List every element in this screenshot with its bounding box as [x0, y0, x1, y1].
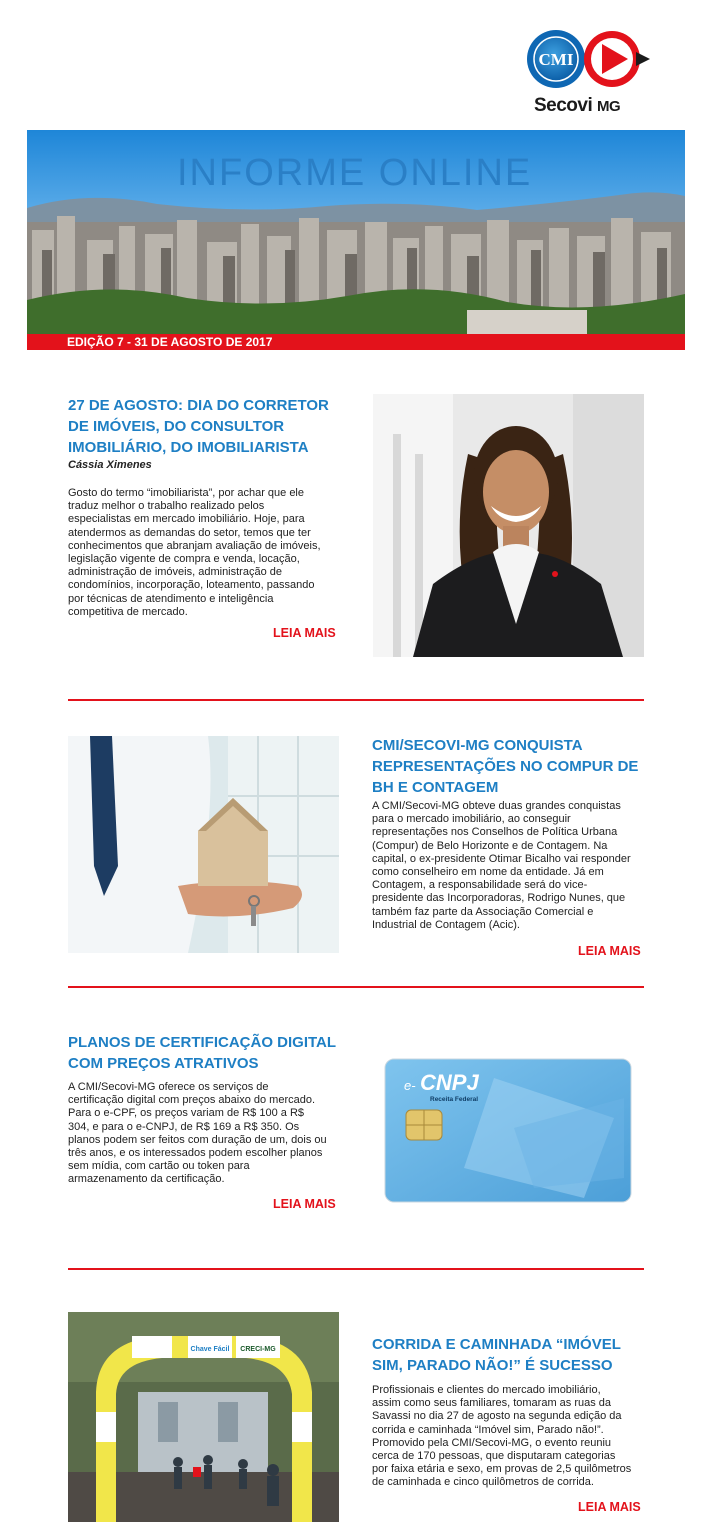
title-line: DE IMÓVEIS, DO CONSULTOR: [68, 418, 285, 435]
edition-label: EDIÇÃO 7 - 31 DE AGOSTO DE 2017: [67, 335, 273, 349]
race-arch-image: [68, 1312, 339, 1522]
cmi-secovi-logo[interactable]: [526, 24, 656, 124]
article-1-author: Cássia Ximenes: [68, 459, 152, 471]
article-3-body: A CMI/Secovi-MG oferece os serviços de certificação digital com preços abaixo do mercado. Para o e-CPF, os preços variam de R$ 100 a R$ 304, e para o e-CNPJ, de R$ 169 a R$ 350. Os planos podem ser feitos com duração de um, dois ou três anos, e os interessados podem escolher planos sem mídia, com cartão ou token para armazenamento da certificação.: [68, 1081, 327, 1186]
svg-text:Receita Federal: Receita Federal: [430, 1096, 479, 1103]
banner-title: INFORME ONLINE: [177, 152, 533, 194]
article-3-photo[interactable]: [384, 1058, 632, 1203]
article-1-title[interactable]: [68, 395, 368, 458]
secovi-brand-name: Secovi MG: [534, 95, 621, 116]
svg-text:Chave Fácil: Chave Fácil: [190, 1346, 230, 1353]
header-banner: [27, 130, 685, 350]
title-line: BH E CONTAGEM: [372, 779, 499, 796]
edition-bar: [27, 334, 685, 350]
article-4-photo[interactable]: [68, 1312, 339, 1522]
article-4-body: Profissionais e clientes do mercado imobiliário, assim como seus familiares, tomaram as ruas da Savassi no dia 27 de agosto na segunda edição da corrida e caminhada “Imóvel sim, Parado não!”. Promovido pela CMI/Secovi-MG, o evento reuniu cerca de 170 pessoas, que disputaram categorias por faixa etária e sexo, em provas de 2,5 quilômetros de caminhada e cinco quilômetros de corrida.: [372, 1384, 632, 1489]
article-2-photo[interactable]: [68, 736, 339, 953]
title-line: COM PREÇOS ATRATIVOS: [68, 1055, 259, 1072]
ecnpj-card-image: [384, 1058, 632, 1203]
svg-text:CRECI-MG: CRECI-MG: [240, 1346, 276, 1353]
woman-portrait-image: [373, 394, 644, 657]
title-line: CORRIDA E CAMINHADA “IMÓVEL: [372, 1336, 621, 1353]
article-1-read-more-link[interactable]: LEIA MAIS: [273, 626, 336, 640]
section-divider: [68, 986, 644, 988]
article-2-body: A CMI/Secovi-MG obteve duas grandes conquistas para o mercado imobiliário, ao conseguir representações nos Conselhos de Política Urbana (Compur) de Belo Horizonte e de Contagem. Na capital, o ex-presidente Otimar Bicalho vai responder como conselheiro em nome da entidade. Já em Contagem, a responsabilidade será do vice- presidente das Incorporadoras, Rodrigo Nunes, que também faz parte da Associação Comercial e Industrial de Contagem (Acic).: [372, 800, 631, 931]
svg-text:e-: e-: [404, 1078, 416, 1093]
title-line: REPRESENTAÇÕES NO COMPUR DE: [372, 758, 639, 775]
article-2-title[interactable]: [372, 735, 672, 798]
article-4-read-more-link[interactable]: LEIA MAIS: [578, 1500, 641, 1514]
title-line: IMOBILIÁRIO, DO IMOBILIARISTA: [68, 439, 309, 456]
svg-text:CMI: CMI: [538, 50, 574, 69]
cmi-badge-icon: [526, 24, 656, 96]
section-divider: [68, 1268, 644, 1270]
article-1-photo[interactable]: [373, 394, 644, 657]
article-3-title[interactable]: [68, 1032, 368, 1074]
house-keys-image: [68, 736, 339, 953]
section-divider: [68, 699, 644, 701]
article-3-read-more-link[interactable]: LEIA MAIS: [273, 1197, 336, 1211]
title-line: CMI/SECOVI-MG CONQUISTA: [372, 737, 583, 754]
svg-text:CNPJ: CNPJ: [420, 1070, 479, 1095]
article-4-title[interactable]: [372, 1334, 672, 1376]
title-line: 27 DE AGOSTO: DIA DO CORRETOR: [68, 397, 329, 414]
title-line: PLANOS DE CERTIFICAÇÃO DIGITAL: [68, 1034, 337, 1051]
article-1-body: Gosto do termo “imobiliarista”, por achar que ele traduz melhor o trabalho realizado pelos especialistas em mercado imobiliário. Hoje, para atendermos as demandas do setor, temos que ter conhecimentos que abranjam avaliação de imóveis, legislação vigente de compra e venda, locação, administração de imóveis, administração de condomínios, incorporação, loteamento, passando por técnicas de atendimento e inteligência competitiva de mercado.: [68, 487, 321, 618]
title-line: SIM, PARADO NÃO!” É SUCESSO: [372, 1357, 613, 1374]
article-2-read-more-link[interactable]: LEIA MAIS: [578, 944, 641, 958]
